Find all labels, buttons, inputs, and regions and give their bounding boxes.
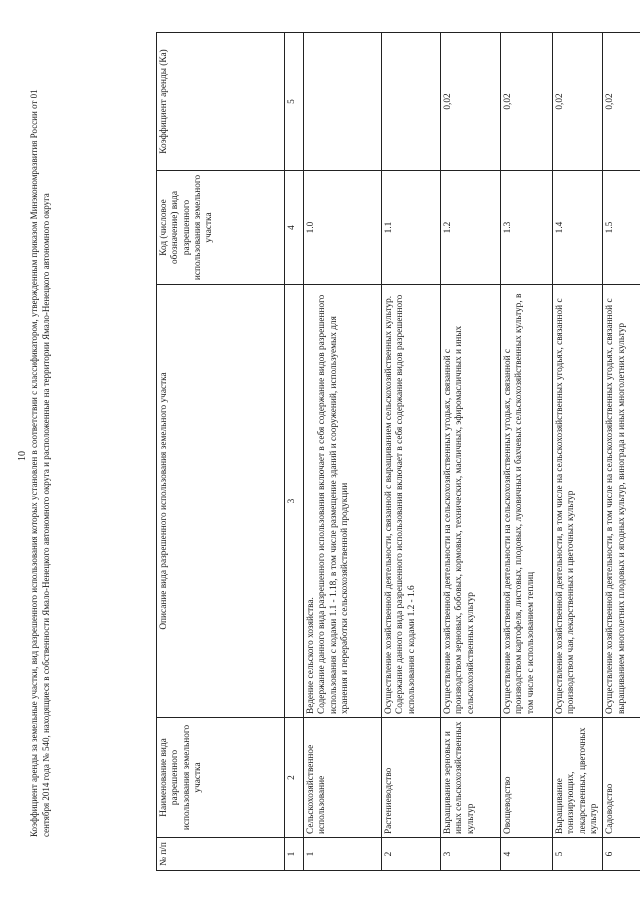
- row-name: Выращивание тонизирующих, лекарственных, цветочных культур: [553, 718, 603, 838]
- row-description: [304, 285, 382, 718]
- description-line: Ведение сельского хозяйства.: [306, 597, 316, 714]
- header-description: Описание вида разрешенного использования земельного участка: [157, 285, 285, 718]
- column-number: 1: [285, 838, 304, 871]
- row-coefficient: [382, 33, 441, 171]
- table-header-row: [157, 33, 285, 871]
- row-name: Садоводство: [603, 718, 640, 838]
- row-code: 1.3: [501, 171, 553, 285]
- intro-paragraph: Коэффициент аренды за земельные участки, вид разрешенного использования которых установлен в соответствии с классификатором, утвержденным приказом Минэкономразвития России от 01 сентября 2014 года № 540, находящиеся в собственности Ямало-Ненецкого автономного округа и расположенные на территории Ямало-Ненецкого автономного округа: [29, 89, 51, 837]
- row-number: 1: [304, 838, 382, 871]
- row-code: 1.0: [304, 171, 382, 285]
- row-code: 1.2: [441, 171, 501, 285]
- description-line: Осуществление хозяйственной деятельности на сельскохозяйственных угодьях, связанной с производством зерновых, бобовых, кормовых, технических, масличных, эфиромасличных и иных сельскохозяйственных культур: [443, 325, 476, 714]
- row-number: 3: [441, 838, 501, 871]
- header-code: Код (числовое обозначение) вида разрешенного использования земельного участка: [157, 171, 285, 285]
- row-coefficient: 0,02: [553, 33, 603, 171]
- column-number: 2: [285, 718, 304, 838]
- row-coefficient: [304, 33, 382, 171]
- description-line: Осуществление хозяйственной деятельности, в том числе на сельскохозяйственных угодьях, связанной с производством чая, лекарственных и цветочных культур: [555, 298, 577, 714]
- row-number: 6: [603, 838, 640, 871]
- table-row: [603, 33, 640, 871]
- row-name: Выращивание зерновых и иных сельскохозяйственных культур: [441, 718, 501, 838]
- row-name: Растениеводство: [382, 718, 441, 838]
- table-row: [501, 33, 553, 871]
- description-line: Осуществление хозяйственной деятельности на сельскохозяйственных угодьях, связанной с производством картофеля, листовых, плодовых, луковичных и бахчевых сельскохозяйственных культур, в том числе с использованием теплиц: [503, 293, 536, 714]
- row-coefficient: 0,02: [501, 33, 553, 171]
- description-line: Содержание данного вида разрешенного использования включает в себя содержание видов разрешенного использования с кодами 1.1 - 1.18, в том числе размещение зданий и сооружений, используемых для хранения и переработки сельскохозяйственной продукции: [317, 294, 350, 714]
- row-coefficient: 0,02: [441, 33, 501, 171]
- table-row: [382, 33, 441, 871]
- row-description: [553, 285, 603, 718]
- row-name: Овощеводство: [501, 718, 553, 838]
- table-row: [441, 33, 501, 871]
- row-description: [382, 285, 441, 718]
- description-line: Осуществление хозяйственной деятельности, связанной с выращиванием сельскохозяйственных культур.: [384, 295, 394, 714]
- row-description: [603, 285, 640, 718]
- header-name: Наименование вида разрешенного использования земельного участка: [157, 718, 285, 838]
- column-number: 4: [285, 171, 304, 285]
- row-coefficient: 0,02: [603, 33, 640, 171]
- row-name: Сельскохозяйственное использование: [304, 718, 382, 838]
- column-number: 3: [285, 285, 304, 718]
- row-code: 1.4: [553, 171, 603, 285]
- description-line: Содержание данного вида разрешенного использования включает в себя содержание видов разрешенного использования с кодами 1.2 - 1.6: [395, 294, 417, 714]
- row-code: 1.5: [603, 171, 640, 285]
- row-number: 2: [382, 838, 441, 871]
- row-number: 5: [553, 838, 603, 871]
- row-description: [441, 285, 501, 718]
- table-row: [304, 33, 382, 871]
- description-line: Осуществление хозяйственной деятельности, в том числе на сельскохозяйственных угодьях, связанной с выращиванием многолетних плодовых и ягодных культур, винограда и иных многолетних культур: [605, 298, 627, 714]
- header-num: № п/п: [157, 838, 285, 871]
- row-number: 4: [501, 838, 553, 871]
- column-number-row: [285, 33, 304, 871]
- rental-coefficient-table: [156, 32, 640, 871]
- row-code: 1.1: [382, 171, 441, 285]
- column-number: 5: [285, 33, 304, 171]
- row-description: [501, 285, 553, 718]
- header-coefficient: Коэффициент аренды (Ка): [157, 33, 285, 171]
- page-number: 10: [17, 451, 28, 461]
- table-row: [553, 33, 603, 871]
